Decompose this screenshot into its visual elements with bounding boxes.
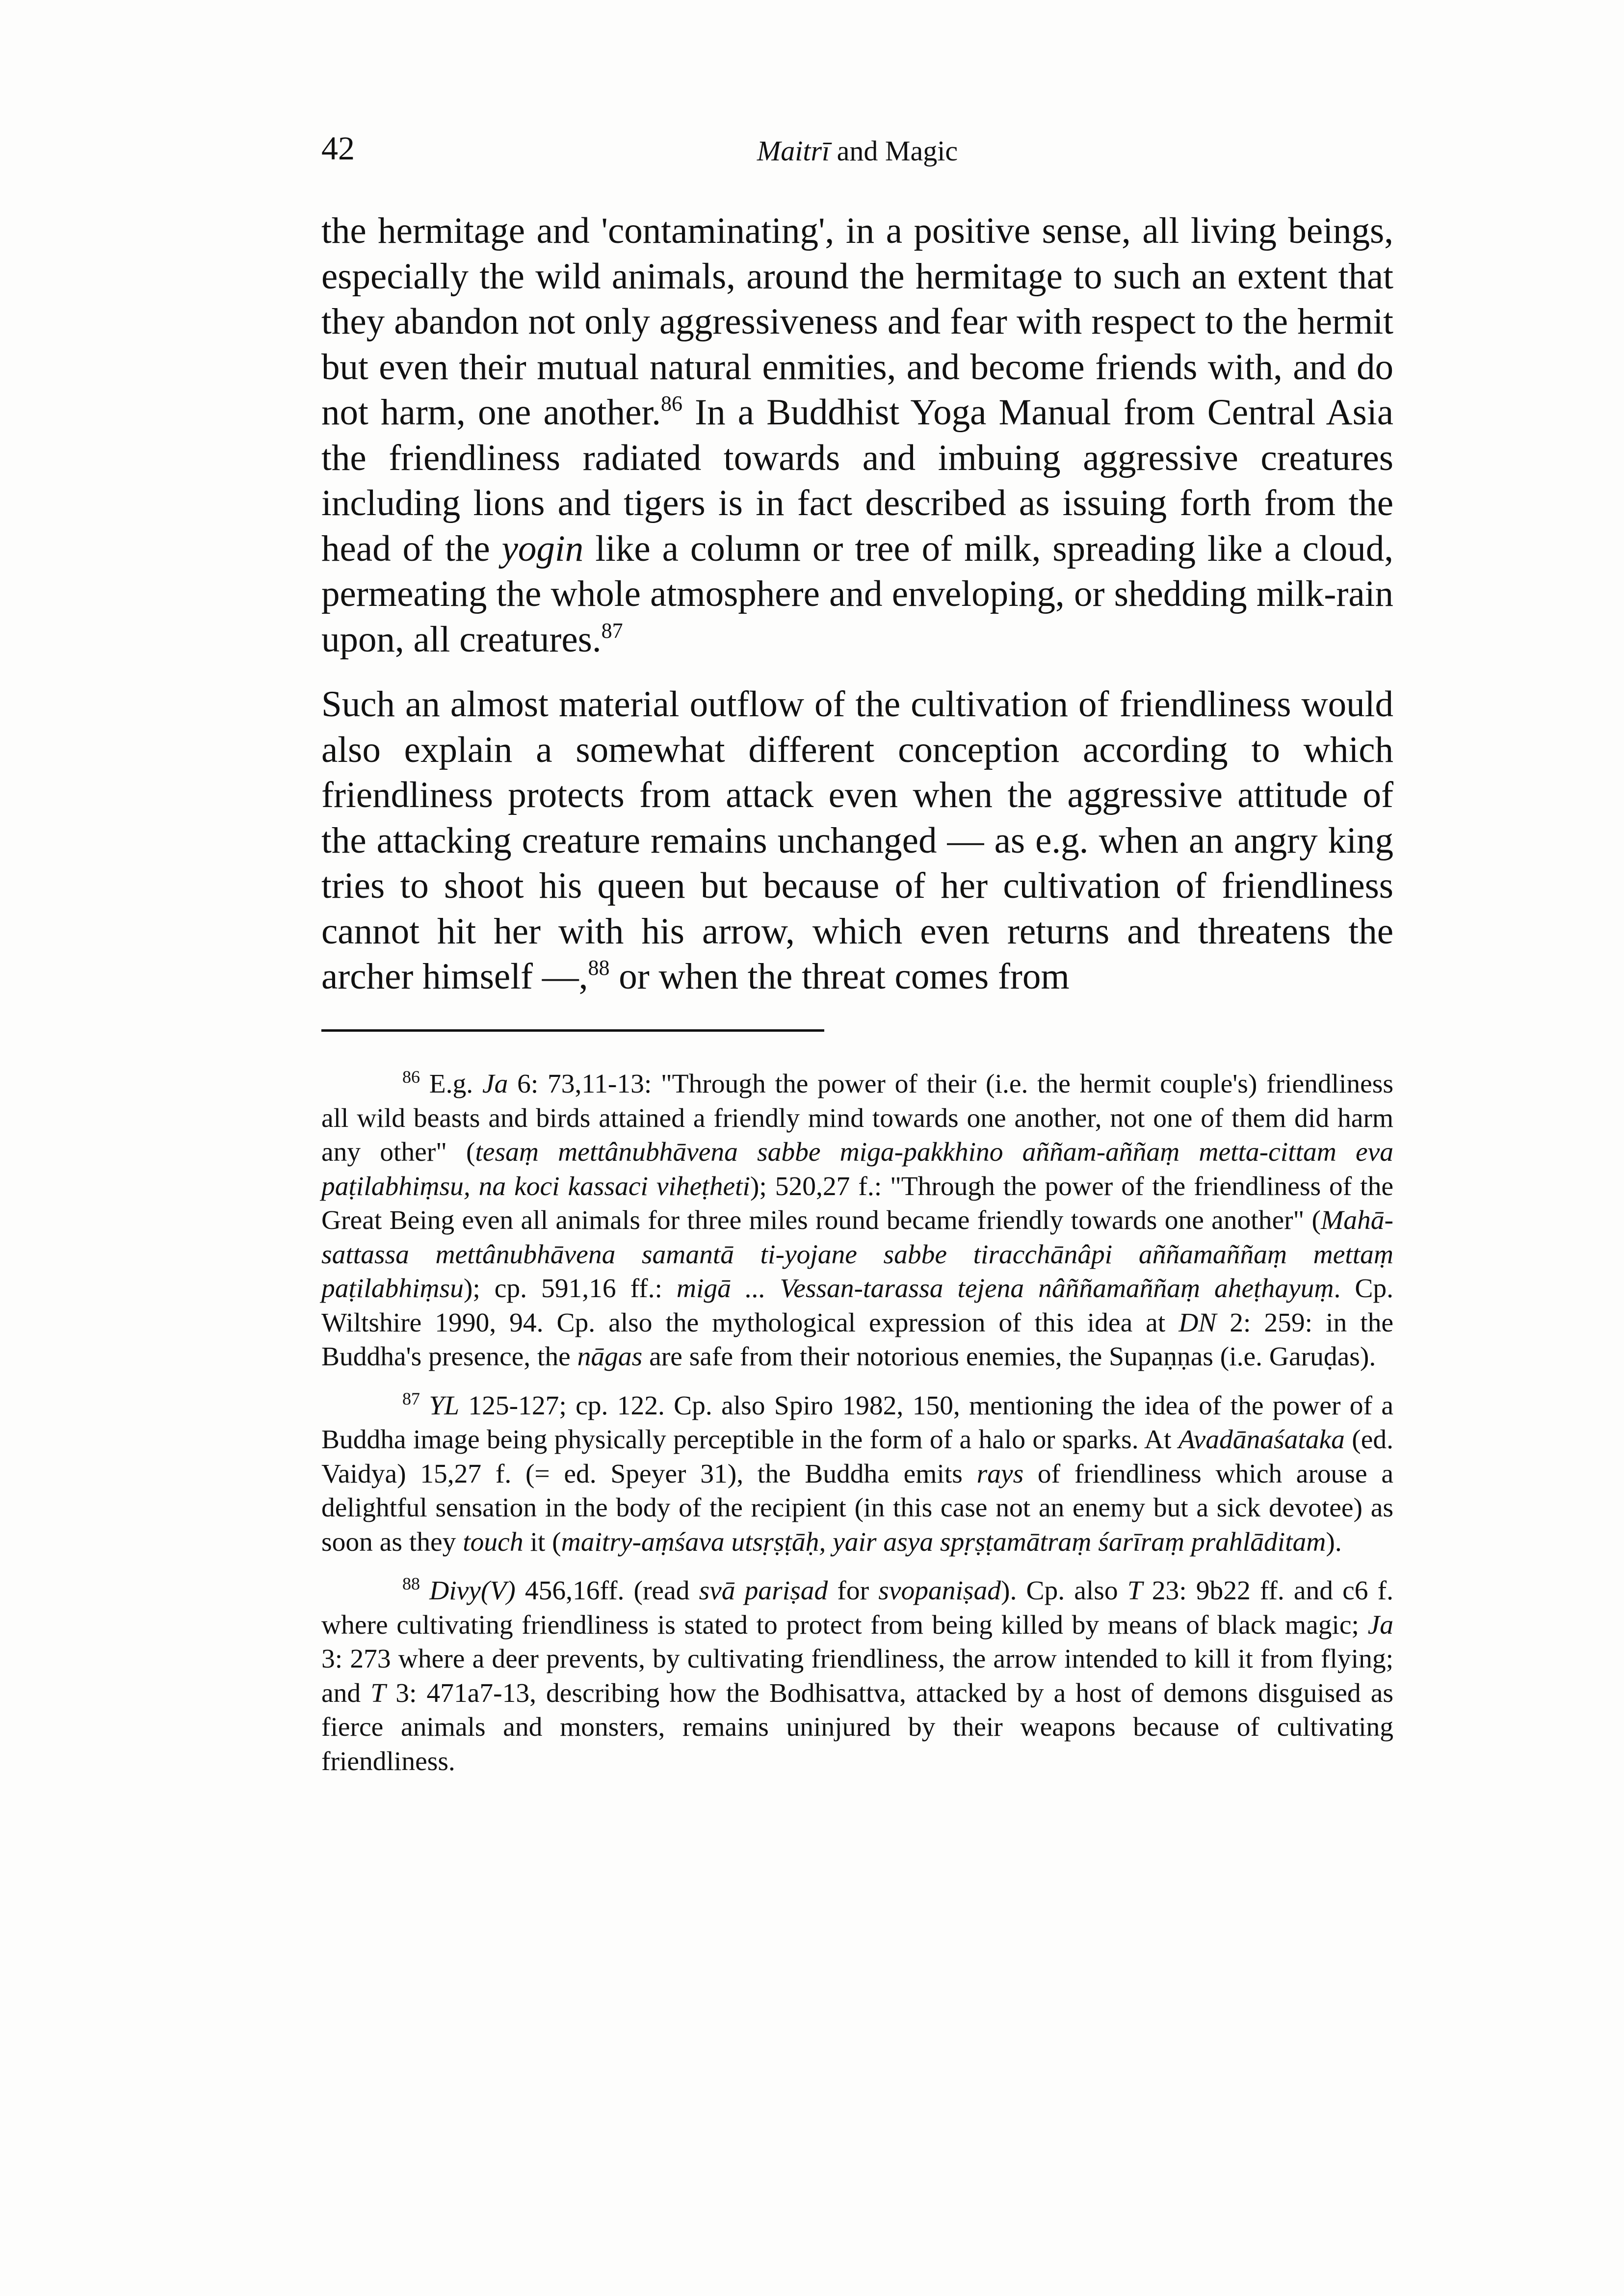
footnote-text: 456,16ff. (read — [515, 1576, 699, 1606]
page-number: 42 — [321, 130, 355, 167]
footnote-87 — [321, 1389, 1393, 1560]
footnote-text: for — [828, 1576, 879, 1606]
footnote-italic: T — [370, 1678, 386, 1708]
footnote-text: ); cp. 591,16 ff.: — [463, 1274, 677, 1304]
footnote-ref-87: 87 — [601, 618, 623, 643]
footnote-number: 86 — [402, 1067, 420, 1087]
footnote-text: ). — [1326, 1527, 1342, 1557]
paragraph-2-text-b: or when the threat comes from — [609, 956, 1070, 997]
footnote-text: 2: 259: in the Buddha's presence, the — [321, 1307, 1394, 1372]
footnote-text: 6: 73,11-13: "Through the power of their (i.e. the hermit couple's) friendliness all wild beasts and birds attained a friendly mind towards one another, not one of them did harm any other" ( — [321, 1069, 1394, 1167]
footnote-86 — [321, 1067, 1393, 1374]
footnote-ref-88: 88 — [588, 956, 610, 980]
main-text — [321, 209, 1393, 1000]
running-header — [321, 129, 1393, 173]
footnote-text: 125-127; cp. 122. Cp. also Spiro 1982, 150, mentioning the idea of the power of a Buddha image being physically perceptible in the form of a halo or sparks. At — [321, 1390, 1394, 1455]
footnote-text: it ( — [523, 1527, 561, 1557]
footnote-text: ); 520,27 f.: "Through the power of the friendliness of the Great Being even all animals for three miles round became friendly towards one another" ( — [321, 1171, 1393, 1235]
paragraph-2-text-a: Such an almost material outflow of the cultivation of friendliness would also explain a somewhat different conception according to which friendliness protects from attack even when the aggressive attitude of the attacking creature remains unchanged — as e.g. when an angry king tries to shoot his queen but because of her cultivation of friendliness cannot hit her with his arrow, which even returns and threatens the archer himself —, — [321, 684, 1393, 997]
running-title-rest: and Magic — [830, 135, 958, 167]
paragraph-1 — [321, 209, 1393, 662]
footnotes — [321, 1067, 1393, 1778]
footnote-italic: YL — [429, 1390, 460, 1421]
footnote-italic: svā pariṣad — [699, 1576, 828, 1606]
footnote-italic: tesaṃ mettânubhāvena sabbe miga-pakkhino aññam-aññaṃ metta-cittam eva paṭilabhiṃsu, na koci kassaci viheṭheti — [321, 1137, 1393, 1201]
footnote-italic: touch — [463, 1527, 524, 1557]
paragraph-1-text-b: In a Buddhist Yoga Manual from Central Asia the friendliness radiated towards and imbuing aggressive creatures including lions and tigers is in fact described as issuing forth from the head of the — [321, 392, 1393, 569]
footnote-italic: Ja — [482, 1069, 508, 1099]
footnote-italic: maitry-aṃśava utsṛṣṭāḥ, yair asya spṛṣṭamātraṃ śarīraṃ prahlāditam — [561, 1527, 1326, 1557]
footnote-text — [420, 1391, 429, 1421]
footnote-italic: nāgas — [577, 1342, 643, 1372]
footnote-text: (ed. Vaidya) 15,27 f. (= ed. Speyer 31), the Buddha emits — [321, 1425, 1393, 1489]
footnote-text: E.g. — [420, 1069, 482, 1099]
footnote-88 — [321, 1574, 1393, 1778]
footnote-text — [420, 1576, 429, 1606]
footnote-italic: Avadānaśataka — [1178, 1425, 1345, 1455]
paragraph-2 — [321, 682, 1393, 1000]
footnote-text: 3: 273 where a deer prevents, by cultivating friendliness, the arrow intended to kill it from flying; and — [321, 1644, 1393, 1708]
footnote-text: of friendliness which arouse a delightful sensation in the body of the recipient (in this case not an enemy but a sick devotee) as soon as they — [321, 1459, 1393, 1557]
footnote-text: are safe from their notorious enemies, the Supaṇṇas (i.e. Garuḍas). — [642, 1342, 1376, 1372]
running-title — [321, 131, 1393, 171]
paragraph-1-text-a: the hermitage and 'contaminating', in a positive sense, all living beings, especially the wild animals, around the hermitage to such an extent that they abandon not only aggressiveness and fear with respect to the hermit but even their mutual natural enmities, and become friends with, and do not harm, one another. — [321, 210, 1393, 433]
footnote-text: ). Cp. also — [1001, 1576, 1127, 1606]
footnote-number: 88 — [402, 1574, 420, 1593]
footnote-separator — [321, 1029, 824, 1032]
italic-term-yogin: yogin — [501, 528, 584, 569]
footnote-ref-86: 86 — [660, 391, 682, 416]
footnote-number: 87 — [402, 1388, 420, 1409]
footnote-text: 3: 471a7-13, describing how the Bodhisattva, attacked by a host of demons disguised as fierce animals and monsters, remains uninjured by their weapons because of cultivating friendliness. — [321, 1678, 1393, 1776]
footnote-italic: Divy(V) — [429, 1576, 516, 1606]
footnote-text: 23: 9b22 ff. and c6 f. where cultivating friendliness is stated to protect from being killed by means of black magic; — [321, 1576, 1393, 1640]
footnote-text: . Cp. Wiltshire 1990, 94. Cp. also the mythological expression of this idea at — [321, 1274, 1393, 1338]
footnote-italic: Ja — [1367, 1610, 1393, 1640]
footnote-italic: svopaniṣad — [878, 1576, 1001, 1606]
footnote-italic: DN — [1179, 1307, 1217, 1338]
paragraph-1-text-c: like a column or tree of milk, spreading like a cloud, permeating the whole atmosphere and enveloping, or shedding milk-rain upon, all creatures. — [321, 528, 1393, 660]
running-title-italic: Maitrī — [757, 135, 830, 167]
footnote-italic: rays — [976, 1459, 1024, 1489]
footnote-italic: T — [1127, 1576, 1143, 1606]
footnote-italic: Mahā-sattassa mettânubhāvena samantā ti-yojane sabbe tiracchānâpi aññamaññaṃ mettaṃ paṭilabhiṃsu — [321, 1205, 1393, 1304]
footnote-italic: migā ... Vessan-tarassa tejena nâññamaññaṃ aheṭhayuṃ — [676, 1274, 1334, 1304]
